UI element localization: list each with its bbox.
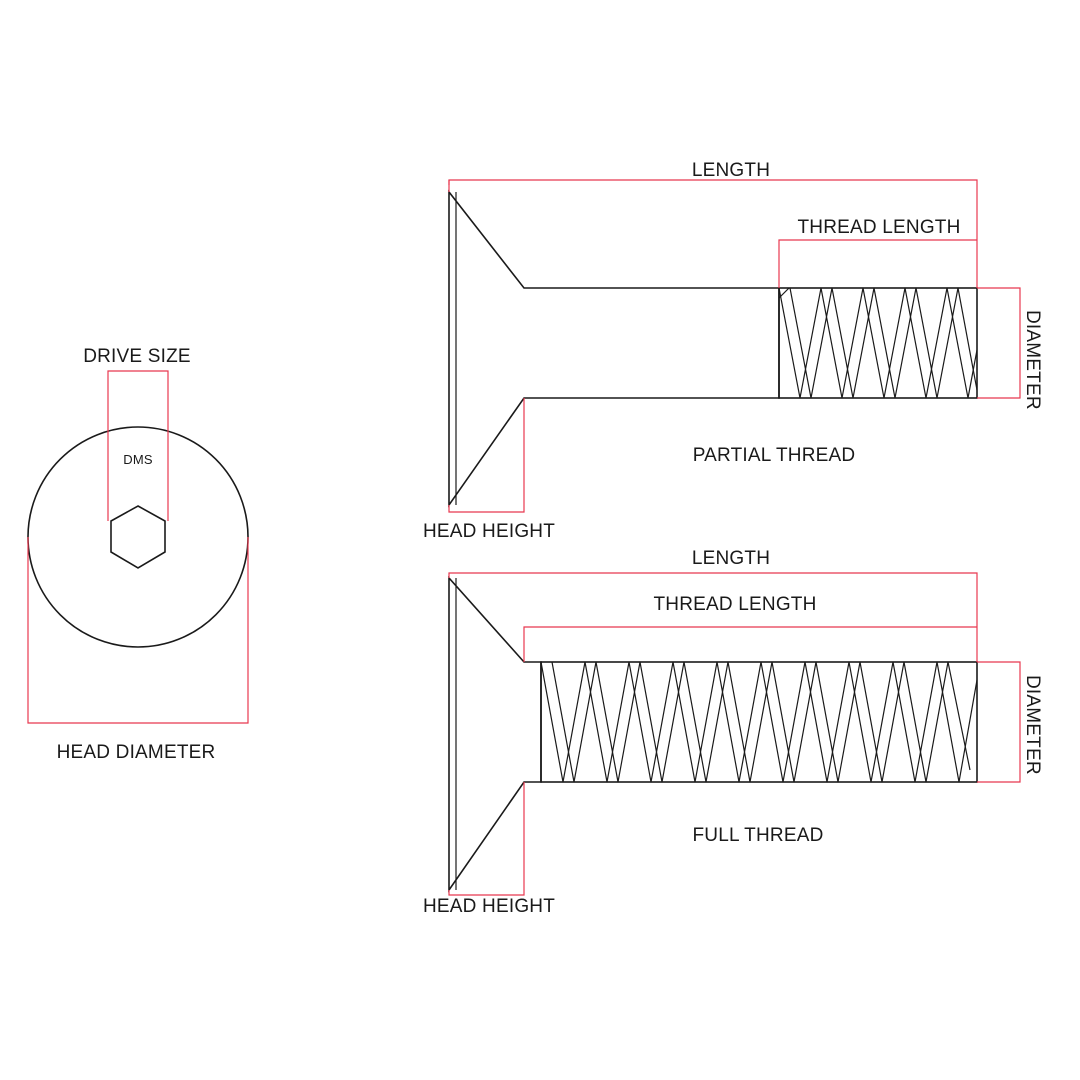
full-length-dimension — [449, 573, 977, 662]
partial-diameter-dimension — [977, 288, 1020, 398]
full-screw-head-outline — [449, 578, 541, 890]
label-thread-length-full: THREAD LENGTH — [653, 594, 817, 615]
label-length-full: LENGTH — [691, 548, 771, 569]
label-caption-full-thread: FULL THREAD — [692, 825, 824, 846]
label-dms: DMS — [123, 452, 153, 467]
label-head-height-partial: HEAD HEIGHT — [422, 521, 556, 542]
hex-socket-shape — [111, 506, 165, 568]
label-head-height-full: HEAD HEIGHT — [422, 896, 556, 917]
full-diameter-dimension — [977, 662, 1020, 782]
label-length-partial: LENGTH — [691, 160, 771, 181]
label-thread-length-partial: THREAD LENGTH — [797, 217, 961, 238]
partial-thread-length-dimension — [779, 240, 977, 288]
full-thread-length-dimension — [524, 627, 977, 662]
head-diameter-dimension — [28, 537, 248, 723]
label-caption-partial-thread: PARTIAL THREAD — [692, 445, 856, 466]
label-diameter-full: DIAMETER — [1022, 675, 1043, 775]
label-drive-size: DRIVE SIZE — [83, 346, 191, 367]
label-head-diameter: HEAD DIAMETER — [56, 742, 216, 763]
drive-size-dimension — [108, 371, 168, 521]
top-view-group — [28, 371, 248, 723]
partial-thread-teeth — [779, 288, 977, 398]
label-diameter-partial: DIAMETER — [1022, 310, 1043, 410]
full-thread-teeth — [541, 662, 977, 782]
